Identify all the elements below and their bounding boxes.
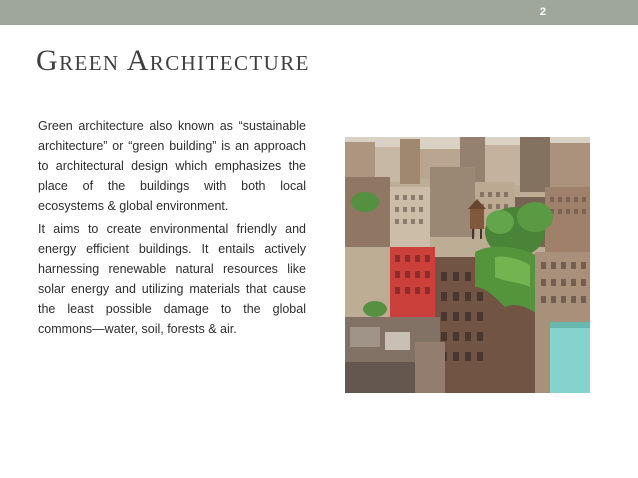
city-rooftops-photo	[345, 137, 590, 393]
paragraph-aims: It aims to create environmental friendly and energy efficient buildings. It entails actively harnessing renewable natural resources like solar energy and utilizing materials that cause the least possible damage to the global commons—water, soil, forests & air.	[38, 222, 306, 336]
slide-title: Green Architecture	[36, 44, 310, 77]
page-number: 2	[539, 6, 546, 18]
paragraph-definition: Green architecture also known as “sustainable architecture” or “green building” is an approach to architectural design which emphasizes the place of the buildings with both local ecosystems & global environment.	[38, 119, 306, 213]
body-text	[38, 116, 306, 342]
header-band	[0, 0, 638, 25]
